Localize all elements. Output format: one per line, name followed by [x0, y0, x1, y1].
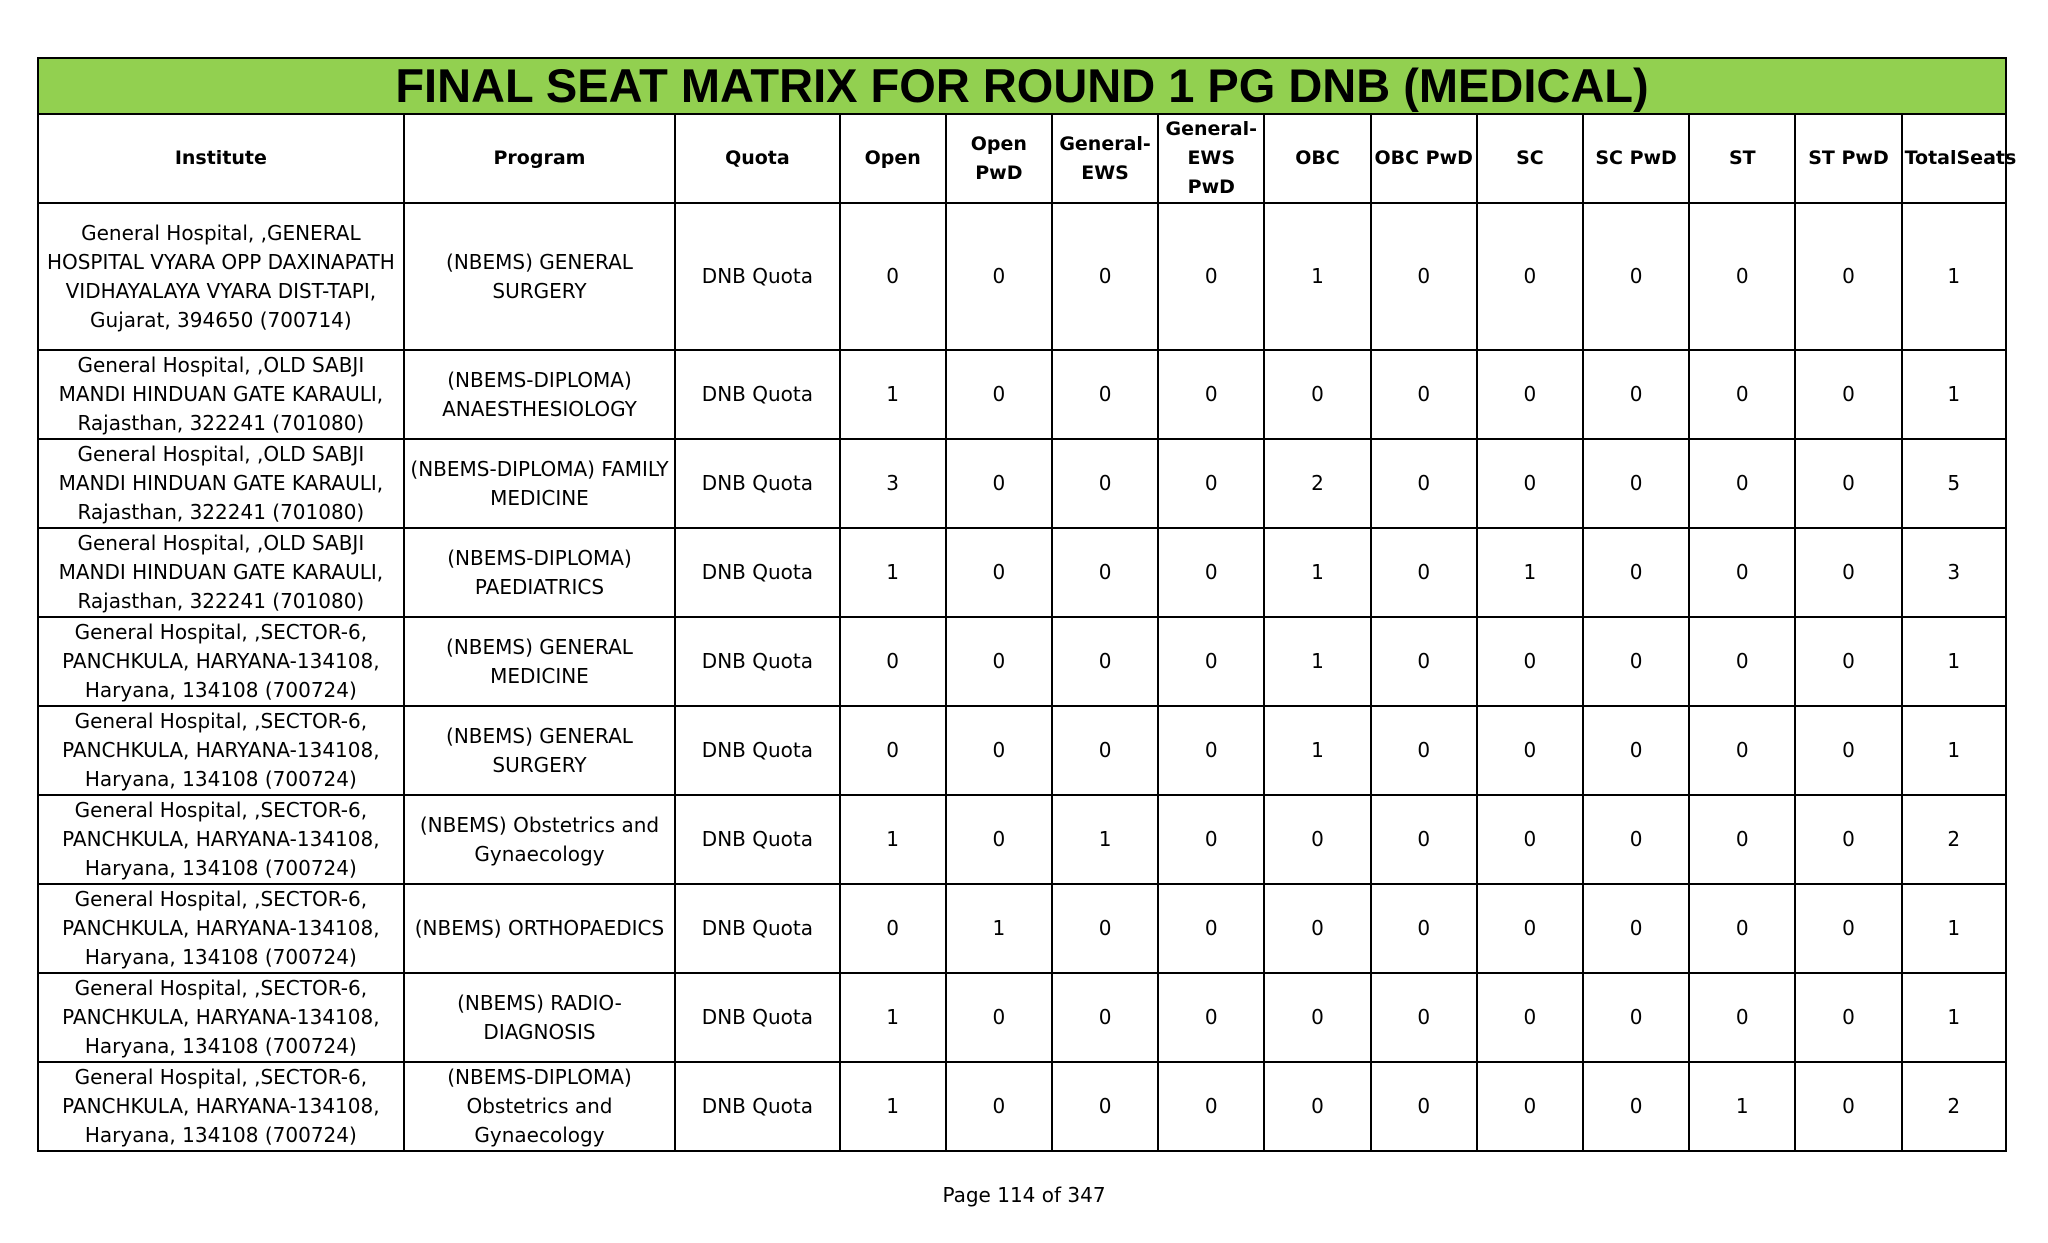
cell-institute: General Hospital, ,OLD SABJI MANDI HINDUAN GATE KARAULI, Rajasthan, 322241 (701080) [38, 439, 404, 528]
cell-program: (NBEMS) GENERAL SURGERY [404, 706, 676, 795]
cell-general-ews: 0 [1052, 884, 1158, 973]
cell-institute: General Hospital, ,SECTOR-6, PANCHKULA, HARYANA-134108, Haryana, 134108 (700724) [38, 795, 404, 884]
cell-st: 0 [1689, 528, 1795, 617]
cell-obc: 0 [1264, 1062, 1370, 1151]
cell-general-ews-pwd: 0 [1158, 203, 1264, 350]
cell-general-ews-pwd: 0 [1158, 884, 1264, 973]
table-row [38, 528, 2006, 617]
cell-open: 1 [840, 795, 946, 884]
cell-quota: DNB Quota [675, 617, 839, 706]
cell-program: (NBEMS) ORTHOPAEDICS [404, 884, 676, 973]
cell-sc: 0 [1477, 973, 1583, 1062]
cell-open: 0 [840, 617, 946, 706]
cell-st: 0 [1689, 439, 1795, 528]
column-header-st: ST [1689, 114, 1795, 203]
cell-st: 0 [1689, 617, 1795, 706]
cell-obc: 1 [1264, 706, 1370, 795]
cell-sc-pwd: 0 [1583, 528, 1689, 617]
cell-sc: 0 [1477, 1062, 1583, 1151]
cell-total-seats: 1 [1902, 350, 2006, 439]
cell-obc: 0 [1264, 884, 1370, 973]
cell-st-pwd: 0 [1795, 973, 1901, 1062]
cell-quota: DNB Quota [675, 706, 839, 795]
cell-sc: 0 [1477, 617, 1583, 706]
cell-general-ews-pwd: 0 [1158, 528, 1264, 617]
cell-general-ews: 0 [1052, 617, 1158, 706]
page-number: Page 114 of 347 [942, 1183, 1106, 1207]
column-header-sc-pwd: SC PwD [1583, 114, 1689, 203]
cell-program: (NBEMS) GENERAL MEDICINE [404, 617, 676, 706]
cell-general-ews-pwd: 0 [1158, 973, 1264, 1062]
column-header-open-pwd: Open PwD [946, 114, 1052, 203]
cell-total-seats: 5 [1902, 439, 2006, 528]
cell-st-pwd: 0 [1795, 439, 1901, 528]
cell-quota: DNB Quota [675, 1062, 839, 1151]
cell-program: (NBEMS) Obstetrics and Gynaecology [404, 795, 676, 884]
table-row [38, 973, 2006, 1062]
cell-program: (NBEMS-DIPLOMA) PAEDIATRICS [404, 528, 676, 617]
column-header-sc: SC [1477, 114, 1583, 203]
cell-open-pwd: 0 [946, 528, 1052, 617]
table-row [38, 706, 2006, 795]
cell-obc-pwd: 0 [1371, 350, 1477, 439]
cell-open: 3 [840, 439, 946, 528]
cell-open-pwd: 0 [946, 1062, 1052, 1151]
cell-sc: 0 [1477, 884, 1583, 973]
cell-obc-pwd: 0 [1371, 973, 1477, 1062]
cell-quota: DNB Quota [675, 439, 839, 528]
cell-obc: 0 [1264, 350, 1370, 439]
cell-st: 0 [1689, 884, 1795, 973]
cell-general-ews-pwd: 0 [1158, 795, 1264, 884]
cell-st-pwd: 0 [1795, 884, 1901, 973]
table-row [38, 617, 2006, 706]
column-header-row [38, 114, 2006, 203]
cell-st-pwd: 0 [1795, 350, 1901, 439]
cell-open: 1 [840, 1062, 946, 1151]
cell-sc: 1 [1477, 528, 1583, 617]
cell-quota: DNB Quota [675, 203, 839, 350]
cell-st-pwd: 0 [1795, 795, 1901, 884]
cell-institute: General Hospital, ,SECTOR-6, PANCHKULA, HARYANA-134108, Haryana, 134108 (700724) [38, 1062, 404, 1151]
cell-sc: 0 [1477, 439, 1583, 528]
cell-institute: General Hospital, ,SECTOR-6, PANCHKULA, HARYANA-134108, Haryana, 134108 (700724) [38, 617, 404, 706]
cell-open-pwd: 0 [946, 203, 1052, 350]
cell-obc-pwd: 0 [1371, 706, 1477, 795]
cell-total-seats: 1 [1902, 884, 2006, 973]
cell-obc-pwd: 0 [1371, 439, 1477, 528]
cell-open-pwd: 0 [946, 795, 1052, 884]
cell-institute: General Hospital, ,SECTOR-6, PANCHKULA, HARYANA-134108, Haryana, 134108 (700724) [38, 973, 404, 1062]
cell-open-pwd: 0 [946, 439, 1052, 528]
cell-sc-pwd: 0 [1583, 795, 1689, 884]
column-header-general-ews-pwd: General-EWS PwD [1158, 114, 1264, 203]
table-row [38, 795, 2006, 884]
cell-total-seats: 2 [1902, 1062, 2006, 1151]
cell-quota: DNB Quota [675, 795, 839, 884]
cell-quota: DNB Quota [675, 350, 839, 439]
cell-obc: 2 [1264, 439, 1370, 528]
cell-institute: General Hospital, ,GENERAL HOSPITAL VYARA OPP DAXINAPATH VIDHAYALAYA VYARA DIST-TAPI, Gujarat, 394650 (700714) [38, 203, 404, 350]
cell-sc-pwd: 0 [1583, 439, 1689, 528]
cell-obc-pwd: 0 [1371, 528, 1477, 617]
column-header-obc-pwd: OBC PwD [1371, 114, 1477, 203]
cell-open-pwd: 0 [946, 350, 1052, 439]
cell-st-pwd: 0 [1795, 1062, 1901, 1151]
cell-institute: General Hospital, ,OLD SABJI MANDI HINDUAN GATE KARAULI, Rajasthan, 322241 (701080) [38, 528, 404, 617]
table-row [38, 350, 2006, 439]
cell-sc-pwd: 0 [1583, 1062, 1689, 1151]
cell-general-ews: 0 [1052, 439, 1158, 528]
column-header-program: Program [404, 114, 676, 203]
cell-total-seats: 2 [1902, 795, 2006, 884]
cell-st: 0 [1689, 706, 1795, 795]
cell-open: 1 [840, 973, 946, 1062]
cell-obc-pwd: 0 [1371, 203, 1477, 350]
cell-open-pwd: 0 [946, 973, 1052, 1062]
page-title: FINAL SEAT MATRIX FOR ROUND 1 PG DNB (MEDICAL) [38, 58, 2006, 114]
cell-total-seats: 3 [1902, 528, 2006, 617]
cell-sc: 0 [1477, 203, 1583, 350]
cell-sc: 0 [1477, 706, 1583, 795]
cell-obc: 0 [1264, 795, 1370, 884]
cell-obc: 1 [1264, 203, 1370, 350]
cell-institute: General Hospital, ,SECTOR-6, PANCHKULA, HARYANA-134108, Haryana, 134108 (700724) [38, 884, 404, 973]
cell-st-pwd: 0 [1795, 617, 1901, 706]
cell-institute: General Hospital, ,OLD SABJI MANDI HINDUAN GATE KARAULI, Rajasthan, 322241 (701080) [38, 350, 404, 439]
table-row [38, 203, 2006, 350]
cell-general-ews: 0 [1052, 1062, 1158, 1151]
cell-general-ews: 0 [1052, 203, 1158, 350]
cell-sc-pwd: 0 [1583, 617, 1689, 706]
cell-program: (NBEMS-DIPLOMA) Obstetrics and Gynaecology [404, 1062, 676, 1151]
column-header-institute: Institute [38, 114, 404, 203]
seat-matrix-table [37, 57, 2017, 1152]
cell-general-ews-pwd: 0 [1158, 350, 1264, 439]
cell-general-ews: 0 [1052, 706, 1158, 795]
cell-st: 0 [1689, 203, 1795, 350]
cell-st-pwd: 0 [1795, 203, 1901, 350]
cell-obc: 1 [1264, 528, 1370, 617]
cell-institute: General Hospital, ,SECTOR-6, PANCHKULA, HARYANA-134108, Haryana, 134108 (700724) [38, 706, 404, 795]
cell-general-ews-pwd: 0 [1158, 439, 1264, 528]
cell-sc-pwd: 0 [1583, 706, 1689, 795]
cell-st-pwd: 0 [1795, 528, 1901, 617]
cell-program: (NBEMS) RADIO-DIAGNOSIS [404, 973, 676, 1062]
cell-open: 1 [840, 528, 946, 617]
column-header-st-pwd: ST PwD [1795, 114, 1901, 203]
cell-total-seats: 1 [1902, 706, 2006, 795]
cell-sc: 0 [1477, 350, 1583, 439]
cell-st: 1 [1689, 1062, 1795, 1151]
column-header-general-ews: General-EWS [1052, 114, 1158, 203]
cell-open-pwd: 0 [946, 706, 1052, 795]
cell-open-pwd: 1 [946, 884, 1052, 973]
cell-st: 0 [1689, 350, 1795, 439]
table-row [38, 884, 2006, 973]
cell-sc-pwd: 0 [1583, 973, 1689, 1062]
cell-general-ews: 0 [1052, 528, 1158, 617]
cell-open: 1 [840, 350, 946, 439]
cell-obc-pwd: 0 [1371, 795, 1477, 884]
cell-general-ews-pwd: 0 [1158, 617, 1264, 706]
cell-general-ews-pwd: 0 [1158, 1062, 1264, 1151]
cell-quota: DNB Quota [675, 973, 839, 1062]
column-header-open: Open [840, 114, 946, 203]
cell-open: 0 [840, 884, 946, 973]
cell-sc-pwd: 0 [1583, 884, 1689, 973]
cell-program: (NBEMS-DIPLOMA) FAMILY MEDICINE [404, 439, 676, 528]
column-header-total-seats: TotalSeats [1902, 114, 2006, 203]
cell-sc: 0 [1477, 795, 1583, 884]
seat-matrix-sheet [37, 57, 2017, 1152]
table-row [38, 1062, 2006, 1151]
cell-obc-pwd: 0 [1371, 884, 1477, 973]
cell-obc-pwd: 0 [1371, 617, 1477, 706]
cell-general-ews: 1 [1052, 795, 1158, 884]
cell-obc: 1 [1264, 617, 1370, 706]
cell-st: 0 [1689, 973, 1795, 1062]
cell-quota: DNB Quota [675, 528, 839, 617]
cell-obc-pwd: 0 [1371, 1062, 1477, 1151]
cell-sc-pwd: 0 [1583, 350, 1689, 439]
cell-general-ews-pwd: 0 [1158, 706, 1264, 795]
column-header-quota: Quota [675, 114, 839, 203]
cell-sc-pwd: 0 [1583, 203, 1689, 350]
cell-program: (NBEMS-DIPLOMA) ANAESTHESIOLOGY [404, 350, 676, 439]
cell-st: 0 [1689, 795, 1795, 884]
cell-program: (NBEMS) GENERAL SURGERY [404, 203, 676, 350]
cell-st-pwd: 0 [1795, 706, 1901, 795]
cell-total-seats: 1 [1902, 203, 2006, 350]
cell-quota: DNB Quota [675, 884, 839, 973]
cell-total-seats: 1 [1902, 973, 2006, 1062]
cell-open: 0 [840, 203, 946, 350]
cell-total-seats: 1 [1902, 617, 2006, 706]
cell-obc: 0 [1264, 973, 1370, 1062]
cell-general-ews: 0 [1052, 350, 1158, 439]
cell-general-ews: 0 [1052, 973, 1158, 1062]
table-row [38, 439, 2006, 528]
column-header-obc: OBC [1264, 114, 1370, 203]
cell-open-pwd: 0 [946, 617, 1052, 706]
cell-open: 0 [840, 706, 946, 795]
